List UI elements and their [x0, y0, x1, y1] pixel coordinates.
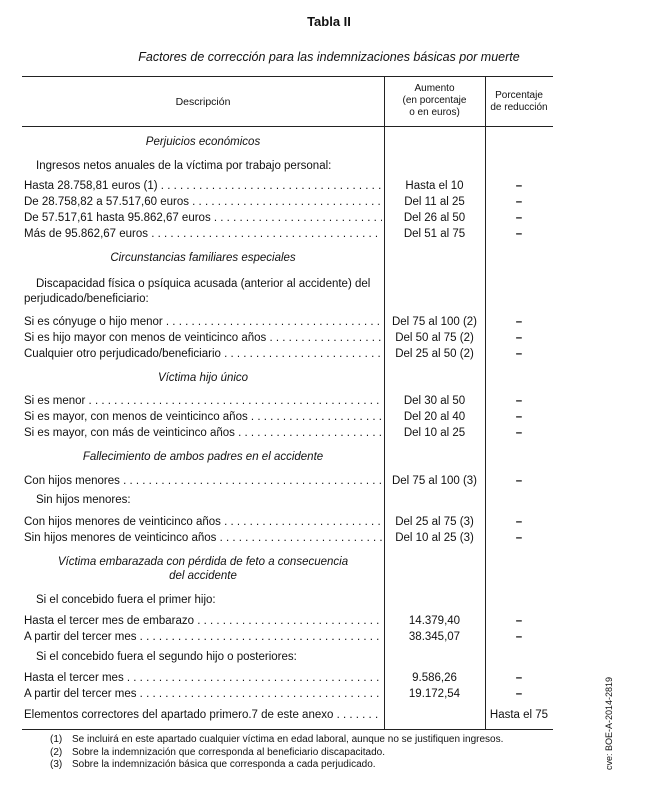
- row-reduccion: –: [515, 212, 523, 224]
- row-aumento: Del 10 al 25 (3): [395, 532, 474, 544]
- section-subheading: Sin hijos menores:: [36, 494, 131, 506]
- table-row: [22, 315, 553, 329]
- table-title: Tabla II: [307, 14, 351, 29]
- table-row: [22, 426, 553, 440]
- row-reduccion: –: [515, 615, 523, 627]
- table-row: [22, 515, 553, 529]
- row-description: Si es hijo mayor con menos de veinticinco años . . .: [24, 331, 382, 345]
- row-reduccion: –: [515, 688, 523, 700]
- row-aumento: Del 26 al 50: [403, 212, 466, 224]
- row-description: Hasta el tercer mes . . .: [24, 671, 382, 685]
- row-reduccion: –: [515, 332, 523, 344]
- row-reduccion: Hasta el 75: [489, 709, 549, 721]
- table-row: [22, 179, 553, 193]
- row-reduccion: –: [515, 196, 523, 208]
- row-aumento: Del 11 al 25: [404, 196, 465, 208]
- table-row: [22, 195, 553, 209]
- header-descripcion: Descripción: [175, 96, 231, 108]
- header-aumento: [384, 83, 485, 119]
- row-reduccion: –: [515, 180, 523, 192]
- row-description: Si es mayor, con más de veinticinco años . . .: [24, 426, 382, 440]
- footnote-text: Sobre la indemnización básica que corresponda a cada perjudicado.: [72, 759, 376, 770]
- row-reduccion: –: [515, 427, 523, 439]
- footnote-text: Sobre la indemnización que corresponda al beneficiario discapacitado.: [72, 746, 385, 758]
- row-aumento: Del 25 al 75 (3): [395, 516, 474, 528]
- row-aumento: Del 75 al 100 (3): [391, 475, 478, 487]
- section-heading: Víctima hijo único: [157, 372, 249, 384]
- correction-factors-table: [22, 76, 553, 730]
- row-reduccion: –: [515, 395, 523, 407]
- table-row: [22, 708, 553, 722]
- row-aumento: Del 51 al 75: [403, 228, 466, 240]
- section-heading: Circunstancias familiares especiales: [110, 252, 296, 264]
- row-description: Con hijos menores de veinticinco años . . .: [24, 515, 382, 529]
- row-description: Con hijos menores . . .: [24, 474, 382, 488]
- section-subheading: perjudicado/beneficiario:: [24, 293, 149, 305]
- footnote: [50, 747, 503, 760]
- row-reduccion: –: [515, 411, 523, 423]
- section-subheading: Si el concebido fuera el primer hijo:: [36, 594, 216, 606]
- row-description: Hasta el tercer mes de embarazo . . .: [24, 614, 382, 628]
- table-row: [22, 211, 553, 225]
- row-description: A partir del tercer mes . . .: [24, 687, 382, 701]
- header-reduccion-line: de reducción: [490, 102, 548, 113]
- table-row: [22, 687, 553, 701]
- header-aumento-line: o en euros): [409, 107, 460, 118]
- section-heading: Perjuicios económicos: [145, 136, 261, 148]
- table-subtitle: Factores de corrección para las indemnizaciones básicas por muerte: [138, 50, 520, 64]
- table-row: [22, 630, 553, 644]
- row-description: De 57.517,61 hasta 95.862,67 euros . . .: [24, 211, 382, 225]
- row-description: De 28.758,82 a 57.517,60 euros . . .: [24, 195, 382, 209]
- row-reduccion: –: [515, 348, 523, 360]
- table-row: [22, 671, 553, 685]
- boe-verification-code: cve: BOE-A-2014-2819: [604, 676, 614, 770]
- row-reduccion: –: [515, 316, 523, 328]
- footnote-text: Se incluirá en este apartado cualquier víctima en edad laboral, aunque no se justifiquen ingresos.: [72, 734, 504, 745]
- section-heading: [22, 555, 384, 583]
- row-reduccion: –: [515, 532, 523, 544]
- row-reduccion: –: [515, 516, 523, 528]
- footnote-number: (1): [50, 734, 63, 745]
- section-subheading: Discapacidad física o psíquica acusada (anterior al accidente) del: [36, 278, 371, 290]
- row-description: Hasta 28.758,81 euros (1) . . .: [24, 179, 382, 193]
- row-aumento: 9.586,26: [412, 672, 457, 684]
- row-reduccion: –: [515, 228, 523, 240]
- header-divider: [22, 126, 553, 127]
- section-heading-line: del accidente: [169, 570, 237, 582]
- table-row: [22, 347, 553, 361]
- header-reduccion-line: Porcentaje: [495, 90, 543, 101]
- row-aumento: Del 30 al 50: [403, 395, 466, 407]
- section-heading: Fallecimiento de ambos padres en el accidente: [82, 451, 324, 463]
- row-aumento: 19.172,54: [408, 688, 461, 700]
- table-row: [22, 474, 553, 488]
- table-row: [22, 531, 553, 545]
- footnotes: [50, 734, 503, 772]
- section-heading-line: Víctima embarazada con pérdida de feto a consecuencia: [57, 556, 349, 568]
- row-aumento: Del 50 al 75 (2): [395, 332, 474, 344]
- row-description: Si es mayor, con menos de veinticinco años . . .: [24, 410, 382, 424]
- table-row: [22, 410, 553, 424]
- row-aumento: 14.379,40: [408, 615, 461, 627]
- row-description: Cualquier otro perjudicado/beneficiario . . .: [24, 347, 382, 361]
- section-subheading: Si el concebido fuera el segundo hijo o posteriores:: [36, 651, 297, 663]
- table-row: [22, 331, 553, 345]
- footnote-number: (3): [50, 759, 63, 770]
- row-reduccion: –: [515, 631, 523, 643]
- row-reduccion: –: [515, 475, 523, 487]
- row-aumento: Del 25 al 50 (2): [395, 348, 474, 360]
- row-aumento: Hasta el 10: [405, 180, 464, 192]
- table-row: [22, 227, 553, 241]
- row-description: Si es menor . . .: [24, 394, 382, 408]
- row-description: A partir del tercer mes . . .: [24, 630, 382, 644]
- row-description: Sin hijos menores de veinticinco años . . .: [24, 531, 382, 545]
- table-row: [22, 394, 553, 408]
- section-subheading: Ingresos netos anuales de la víctima por trabajo personal:: [36, 160, 332, 172]
- row-aumento: Del 75 al 100 (2): [391, 316, 478, 328]
- footnote: [50, 759, 503, 772]
- footnote: [50, 734, 503, 747]
- row-description: Elementos correctores del apartado primero.7 de este anexo . . .: [24, 708, 382, 722]
- header-aumento-line: (en porcentaje: [402, 95, 467, 106]
- row-aumento: Del 10 al 25: [403, 427, 466, 439]
- header-reduccion: [485, 90, 553, 114]
- row-aumento: 38.345,07: [408, 631, 461, 643]
- row-reduccion: –: [515, 672, 523, 684]
- footnote-number: (2): [50, 746, 63, 758]
- row-description: Más de 95.862,67 euros . . .: [24, 227, 382, 241]
- header-aumento-line: Aumento: [414, 83, 455, 94]
- row-description: Si es cónyuge o hijo menor . . .: [24, 315, 382, 329]
- table-row: [22, 614, 553, 628]
- row-aumento: Del 20 al 40: [403, 411, 466, 423]
